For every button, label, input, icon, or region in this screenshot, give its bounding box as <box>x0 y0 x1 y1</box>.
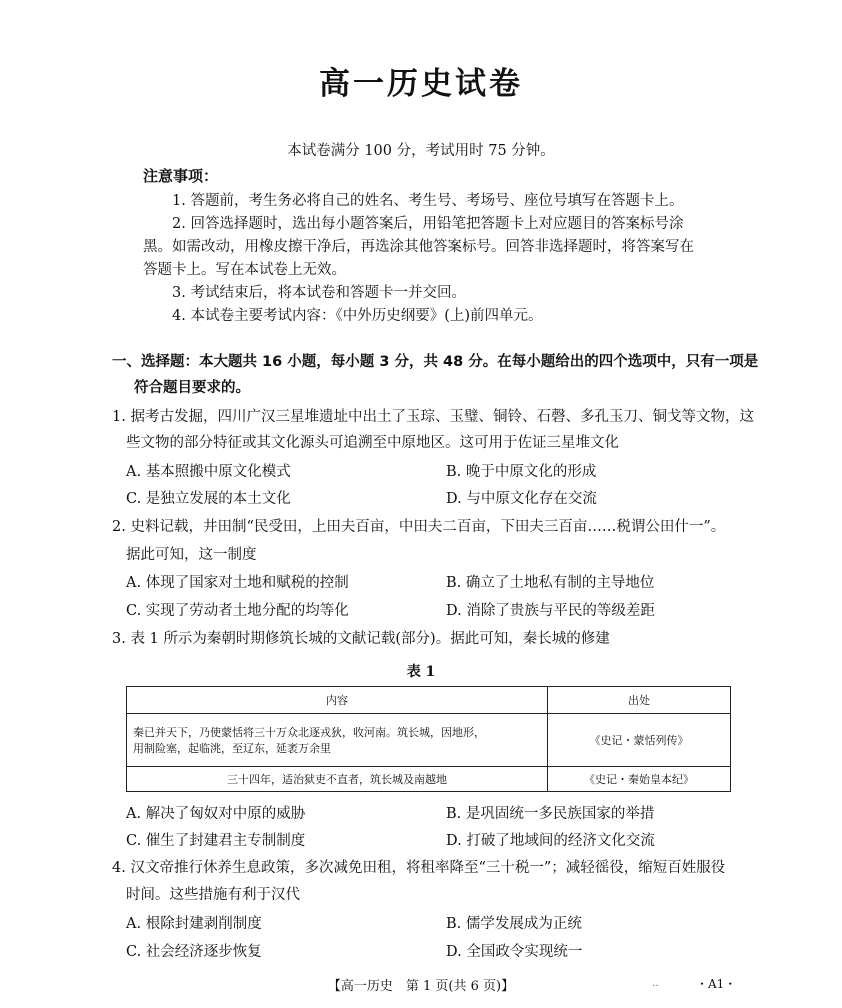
page-footer: 【高一历史 第 1 页(共 6 页)】 <box>327 979 515 994</box>
question-2-option-b: B. 确立了土地私有制的主导地位 <box>446 575 655 591</box>
page-title: 高一历史试卷 <box>319 66 523 102</box>
question-4-stem: 4. 汉文帝推行休养生息政策，多次减免田租，将租率降至“三十税一”；减轻徭役，缩短百姓服役 <box>112 860 726 876</box>
question-4-stem-cont: 时间。这些措施有利于汉代 <box>126 887 300 903</box>
footer-code: ・A1・ <box>696 977 737 991</box>
table-header-source: 出处 <box>548 687 731 714</box>
question-1-option-b: B. 晚于中原文化的形成 <box>446 464 597 480</box>
notice-line: 答题卡上。写在本试卷上无效。 <box>143 262 346 278</box>
notice-line: 2. 回答选择题时，选出每小题答案后，用铅笔把答题卡上对应题目的答案标号涂 <box>172 216 684 232</box>
question-3-option-d: D. 打破了地域间的经济文化交流 <box>446 833 655 849</box>
question-4-option-c: C. 社会经济逐步恢复 <box>126 944 262 960</box>
notice-line: 黑。如需改动，用橡皮擦干净后，再选涂其他答案标号。回答非选择题时，将答案写在 <box>143 239 694 255</box>
question-2-option-d: D. 消除了贵族与平民的等级差距 <box>446 603 655 619</box>
question-3-option-b: B. 是巩固统一多民族国家的举措 <box>446 806 655 822</box>
table-row <box>127 767 731 792</box>
exam-info: 本试卷满分 100 分，考试用时 75 分钟。 <box>287 143 555 159</box>
table-cell-source: 《史记・秦始皇本纪》 <box>548 767 731 792</box>
question-1-option-d: D. 与中原文化存在交流 <box>446 491 597 507</box>
question-1-option-c: C. 是独立发展的本土文化 <box>126 491 291 507</box>
document-table <box>126 686 731 792</box>
question-2-stem: 2. 史料记载，井田制“民受田，上田夫百亩，中田夫二百亩，下田夫三百亩……税谓公田什一”。 <box>112 519 726 535</box>
table-cell-line: 用制险塞，起临洮，至辽东，延袤万余里 <box>133 742 331 755</box>
footer-dots: ‥ <box>652 978 659 989</box>
question-2-stem-cont: 据此可知，这一制度 <box>126 547 257 563</box>
question-3-option-c: C. 催生了封建君主专制制度 <box>126 833 306 849</box>
table-header-content: 内容 <box>127 687 548 714</box>
notice-line: 1. 答题前，考生务必将自己的姓名、考生号、考场号、座位号填写在答题卡上。 <box>172 193 684 209</box>
question-3-option-a: A. 解决了匈奴对中原的威胁 <box>126 806 306 822</box>
section-heading-cont: 符合题目要求的。 <box>134 380 250 396</box>
notice-heading: 注意事项： <box>143 167 219 185</box>
table-cell-content: 三十四年，适治狱吏不直者，筑长城及南越地 <box>127 767 548 792</box>
table-cell-line: 秦已并天下，乃使蒙恬将三十万众北逐戎狄，收河南。筑长城，因地形， <box>133 726 485 739</box>
question-1-stem-cont: 些文物的部分特征或其文化源头可追溯至中原地区。这可用于佐证三星堆文化 <box>126 435 619 451</box>
question-3-stem: 3. 表 1 所示为秦朝时期修筑长城的文献记载(部分)。据此可知，秦长城的修建 <box>112 631 610 647</box>
table-cell-content <box>127 714 548 767</box>
question-4-option-b: B. 儒学发展成为正统 <box>446 916 582 932</box>
question-4-option-a: A. 根除封建剥削制度 <box>126 916 262 932</box>
table-cell-source: 《史记・蒙恬列传》 <box>548 714 731 767</box>
table-caption: 表 1 <box>406 664 436 680</box>
question-2-option-c: C. 实现了劳动者土地分配的均等化 <box>126 603 349 619</box>
table-row <box>127 714 731 767</box>
question-2-option-a: A. 体现了国家对土地和赋税的控制 <box>126 575 349 591</box>
notice-line: 4. 本试卷主要考试内容：《中外历史纲要》(上)前四单元。 <box>172 308 543 324</box>
notice-line: 3. 考试结束后，将本试卷和答题卡一并交回。 <box>172 285 466 301</box>
question-4-option-d: D. 全国政令实现统一 <box>446 944 583 960</box>
section-heading: 一、选择题：本大题共 16 小题，每小题 3 分，共 48 分。在每小题给出的四个选项中，只有一项是 <box>112 354 759 370</box>
question-1-option-a: A. 基本照搬中原文化模式 <box>126 464 291 480</box>
question-1-stem: 1. 据考古发掘，四川广汉三星堆遗址中出土了玉琮、玉璧、铜铃、石磬、多孔玉刀、铜戈等文物，这 <box>112 409 754 425</box>
